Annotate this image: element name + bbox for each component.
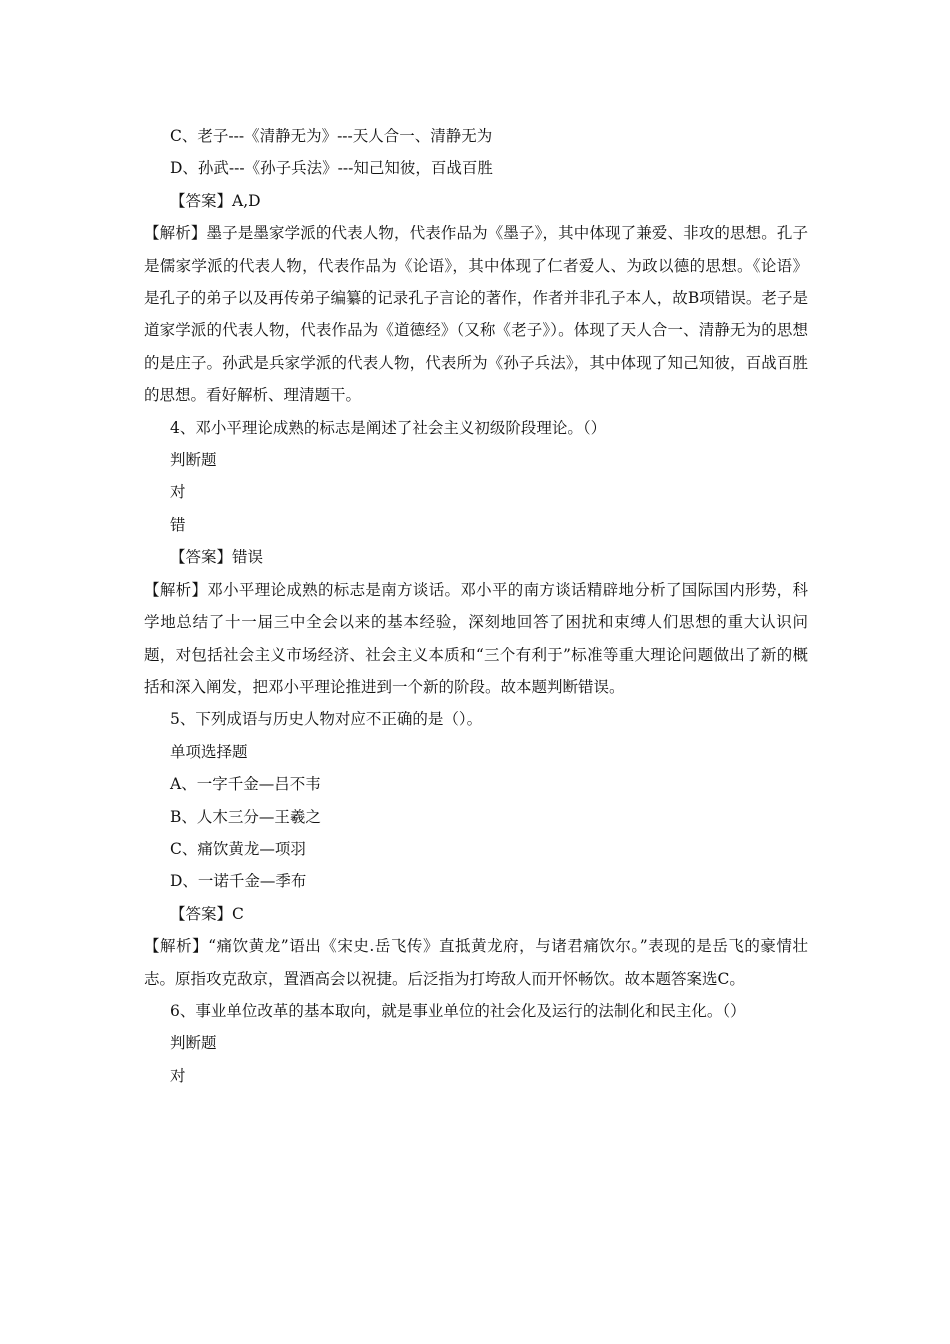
q3-analysis: 【解析】墨子是墨家学派的代表人物，代表作品为《墨子》，其中体现了兼爱、非攻的思想。孔子是儒家学派的代表人物，代表作品为《论语》，其中体现了仁者爱人、为政以德的思想。《论语》是孔子的弟子以及再传弟子编纂的记录孔子言论的著作，作者并非孔子本人，故B项错误。老子是道家学派的代表人物，代表作品为《道德经》（又称《老子》）。体现了天人合一、清静无为的思想的是庄子。孙武是兵家学派的代表人物，代表所为《孙子兵法》，其中体现了知己知彼，百战百胜的思想。看好解析、理清题干。 (144, 224, 808, 405)
q3-option-d: D、孙武---《孙子兵法》---知己知彼，百战百胜 (170, 159, 493, 178)
q5-option-d: D、一诺千金—季布 (170, 872, 307, 891)
q5-question: 5、下列成语与历史人物对应不正确的是（）。 (170, 710, 483, 729)
q5-type: 单项选择题 (170, 742, 248, 761)
q5-analysis: 【解析】“痛饮黄龙”语出《宋史.岳飞传》直抵黄龙府，与诸君痛饮尔。”表现的是岳飞的豪情壮志。原指攻克敌京，置酒高会以祝捷。后泛指为打垮敌人而开怀畅饮。故本题答案选C。 (144, 937, 808, 988)
q6-question: 6、事业单位改革的基本取向，就是事业单位的社会化及运行的法制化和民主化。（） (170, 1001, 746, 1020)
q6-option-true: 对 (170, 1066, 186, 1085)
q4-analysis: 【解析】邓小平理论成熟的标志是南方谈话。邓小平的南方谈话精辟地分析了国际国内形势，科学地总结了十一届三中全会以来的基本经验，深刻地回答了困扰和束缚人们思想的重大认识问题，对包括社会主义市场经济、社会主义本质和“三个有利于”标准等重大理论问题做出了新的概括和深入阐发，把邓小平理论推进到一个新的阶段。故本题判断错误。 (144, 580, 808, 696)
document-content (144, 120, 808, 1092)
q3-option-c: C、老子---《清静无为》---天人合一、清静无为 (170, 127, 493, 145)
q4-option-true: 对 (170, 483, 186, 502)
q4-question: 4、邓小平理论成熟的标志是阐述了社会主义初级阶段理论。（） (170, 418, 607, 437)
q4-option-false: 错 (170, 515, 186, 534)
q4-type: 判断题 (170, 451, 217, 470)
q5-option-b: B、人木三分—王羲之 (170, 807, 321, 826)
q5-option-a: A、一字千金—吕不韦 (170, 775, 321, 794)
q5-answer: 【答案】C (170, 904, 244, 923)
q3-answer: 【答案】A,D (170, 191, 261, 210)
q4-answer: 【答案】错误 (170, 548, 264, 567)
q5-option-c: C、痛饮黄龙—项羽 (170, 839, 306, 858)
q6-type: 判断题 (170, 1034, 217, 1053)
